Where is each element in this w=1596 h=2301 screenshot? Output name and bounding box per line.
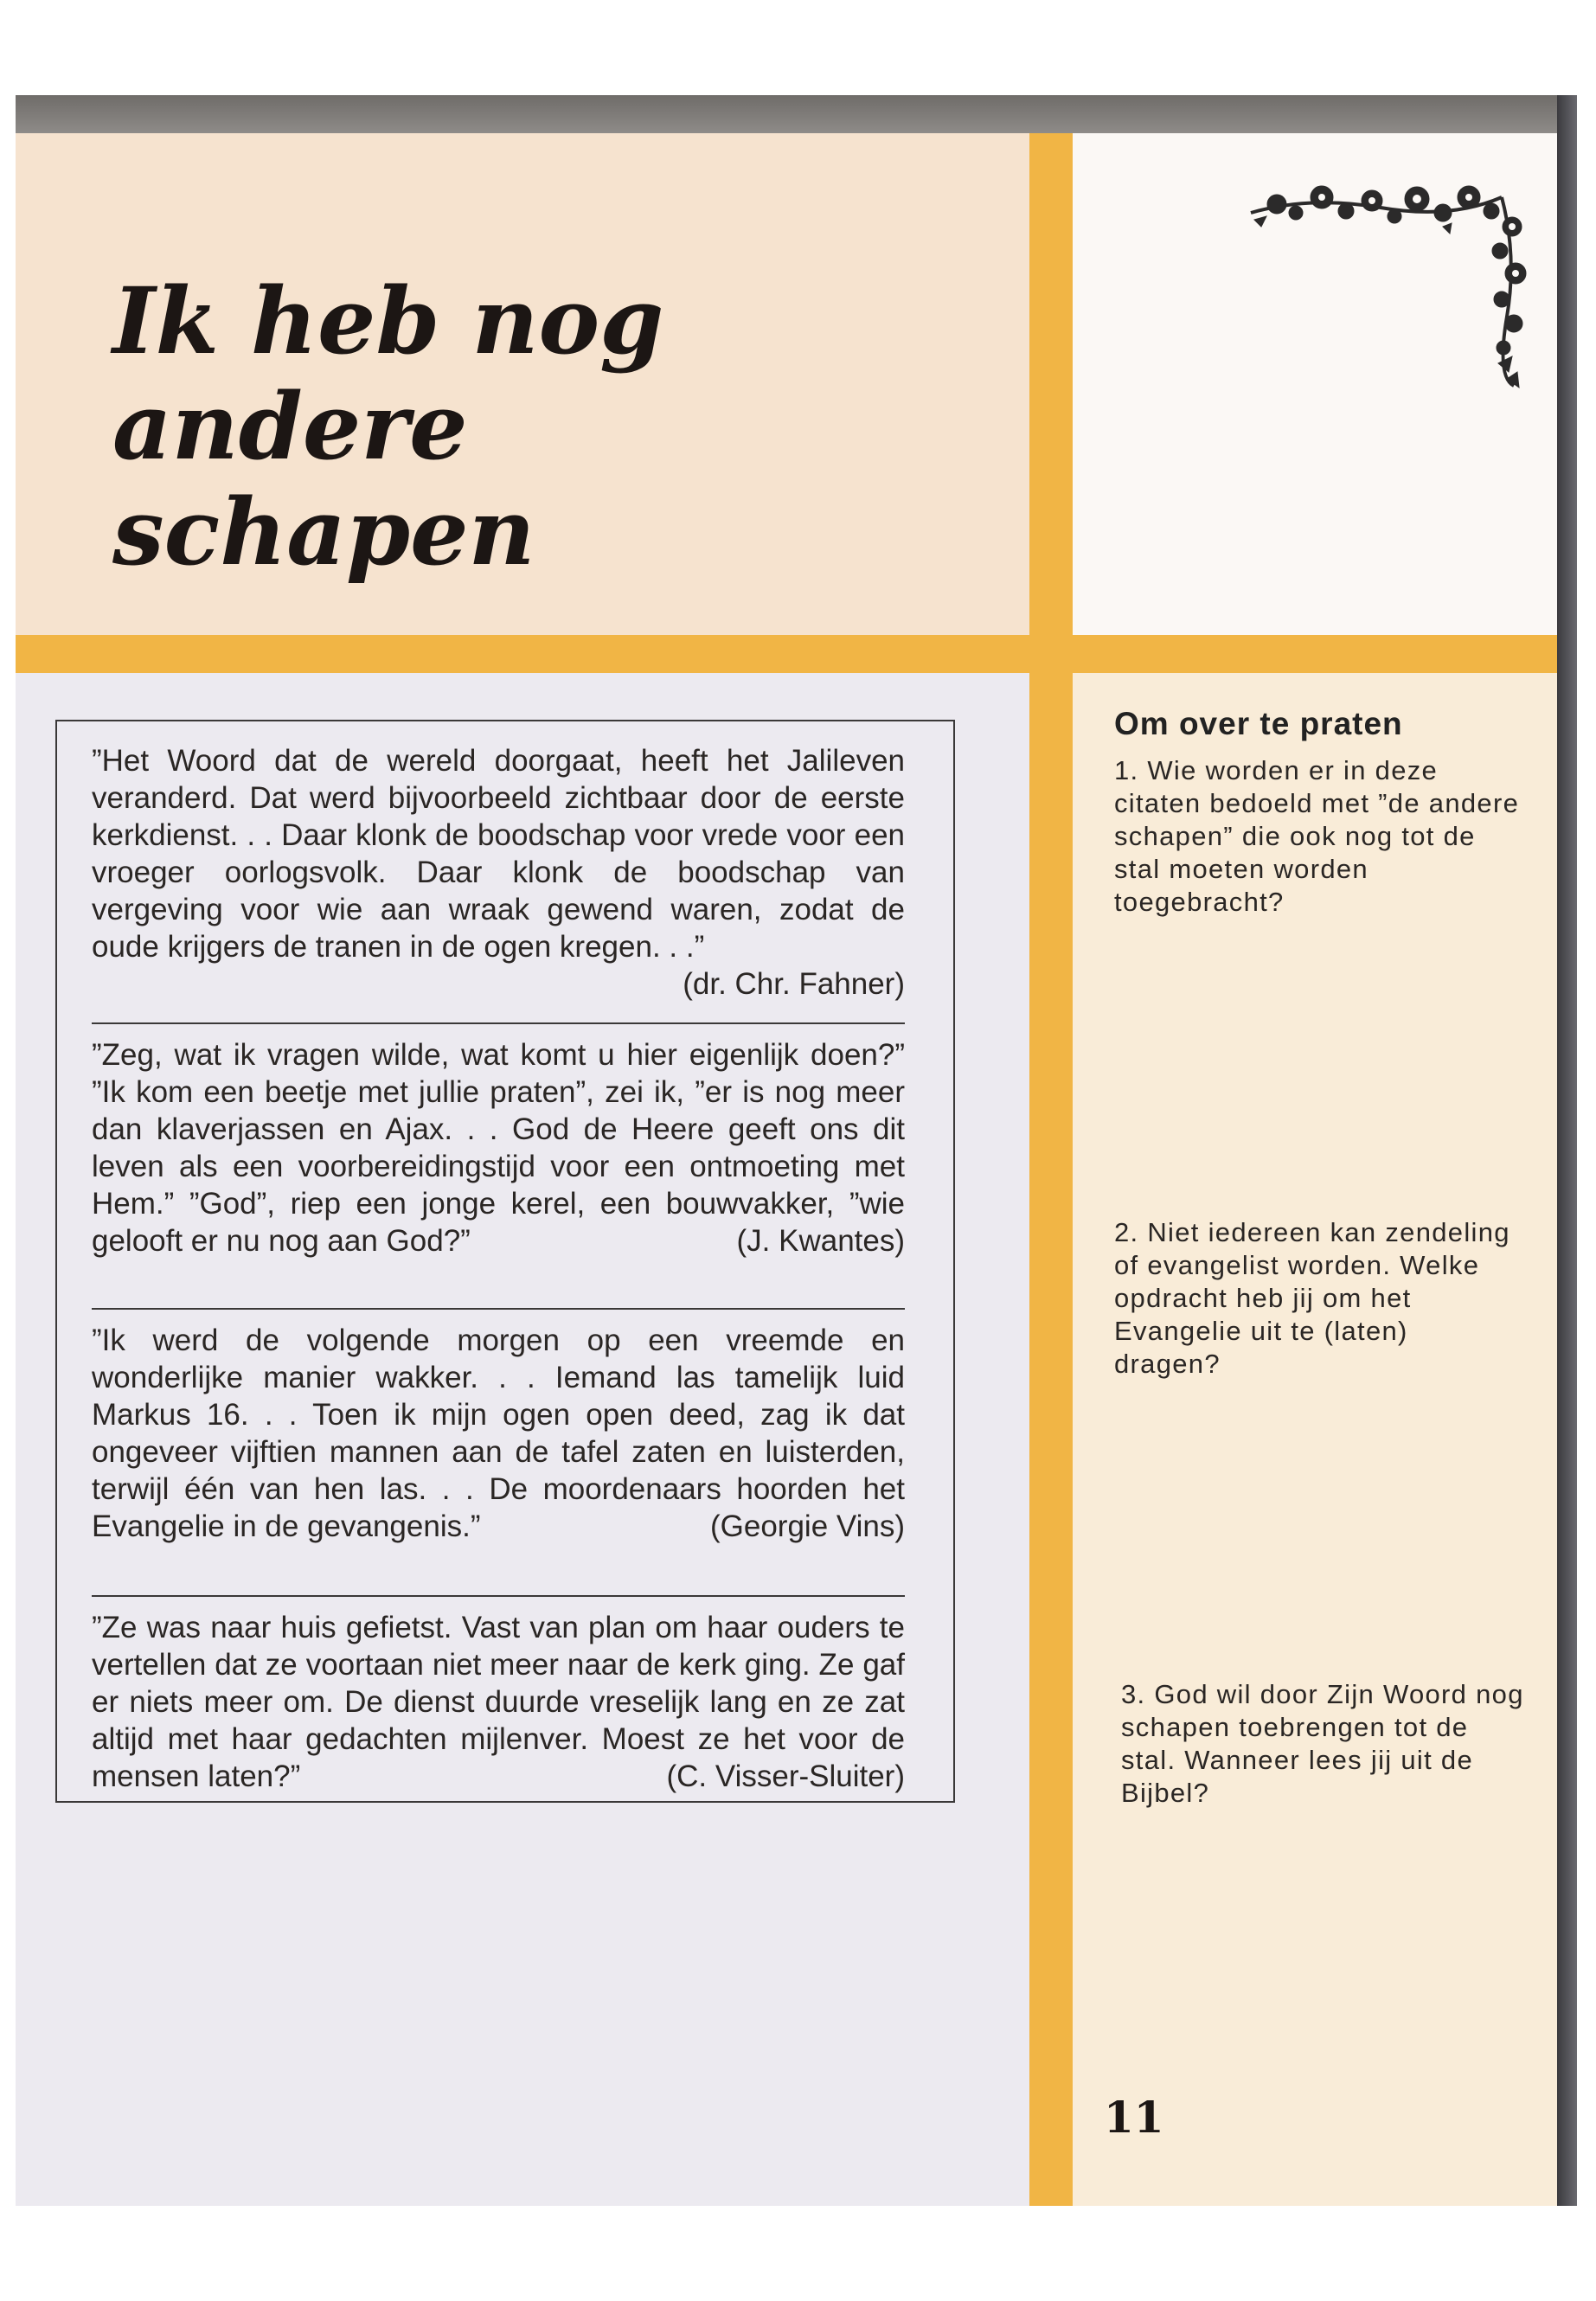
quote-text: ”Zeg, wat ik vragen wilde, wat komt u hier eigenlijk doen?” ”Ik kom een beetje met jullie praten”, zei ik, ”er is nog meer dan klaverjassen en Ajax. . . God de Heere geeft ons dit leven als een voorbereidingstijd voor een ontmoeting met Hem.” ”God”, riep een jonge kerel, een bouwvakker, ”wie gelooft er nu nog aan God?” [92,1038,905,1258]
magazine-page [16,95,1577,2206]
cross-horizontal-bar [16,635,1557,673]
quote-1 [92,742,905,1003]
quote-source: (J. Kwantes) [736,1224,905,1258]
page-title: Ik heb nog andere schapen [112,266,664,586]
quote-text: ”Ze was naar huis gefietst. Vast van plan om haar ouders te vertellen dat ze voortaan niet meer naar de kerk ging. Ze gaf er niets meer om. De dienst duurde vreselijk lang en ze zat altijd met haar gedachten mijlenver. Moest ze het voor de mensen laten?” [92,1611,905,1793]
quote-text: ”Het Woord dat de wereld doorgaat, heeft het Jalileven veranderd. Dat werd bijvoorbeeld zichtbaar door de eerste kerkdienst. . . Daar klonk de boodschap voor vrede voor een vroeger oorlogsvolk. Daar klonk de boodschap van vergeving voor wie aan wraak gewend waren, zodat de oude krijgers de tranen in de ogen kregen. . .” [92,744,905,964]
quote-4 [92,1609,905,1795]
quote-divider [92,1595,905,1597]
discussion-question-2: 2. Niet iedereen kan zendeling of evangelist worden. Welke opdracht heb jij om het Evangelie uit te (laten) dragen? [1114,1217,1510,1379]
cross-vertical-bar [1029,133,1073,2206]
page-number: 11 [1104,2092,1164,2143]
quote-text: ”Ik werd de volgende morgen op een vreemde en wonderlijke manier wakker. . . Iemand las tamelijk luid Markus 16. . . Toen ik mijn ogen open deed, zag ik dat ongeveer vijftien mannen aan de tafel zaten en luisterden, terwijl één van hen las. . . De moordenaars hoorden het Evangelie in de gevangenis.” [92,1324,905,1543]
quote-source: (dr. Chr. Fahner) [683,967,905,1001]
quote-2 [92,1036,905,1259]
top-edge-strip [16,95,1577,133]
discussion-question-1: 1. Wie worden er in deze citaten bedoeld met ”de andere schapen” die ook nog tot de stal moeten worden toegebracht? [1114,755,1520,917]
quote-divider [92,1308,905,1310]
discussion-question-3: 3. God wil door Zijn Woord nog schapen toebrengen tot de stal. Wanneer lees jij uit de Bijbel? [1121,1679,1524,1808]
floral-corner-ornament-icon [1242,178,1528,394]
quotes-box [55,720,955,1803]
quote-source: (C. Visser-Sluiter) [666,1759,905,1793]
discussion-heading: Om over te praten [1114,706,1403,741]
quote-3 [92,1322,905,1545]
right-page-edge [1557,95,1577,2206]
quote-source: (Georgie Vins) [709,1509,905,1543]
quote-divider [92,1022,905,1024]
